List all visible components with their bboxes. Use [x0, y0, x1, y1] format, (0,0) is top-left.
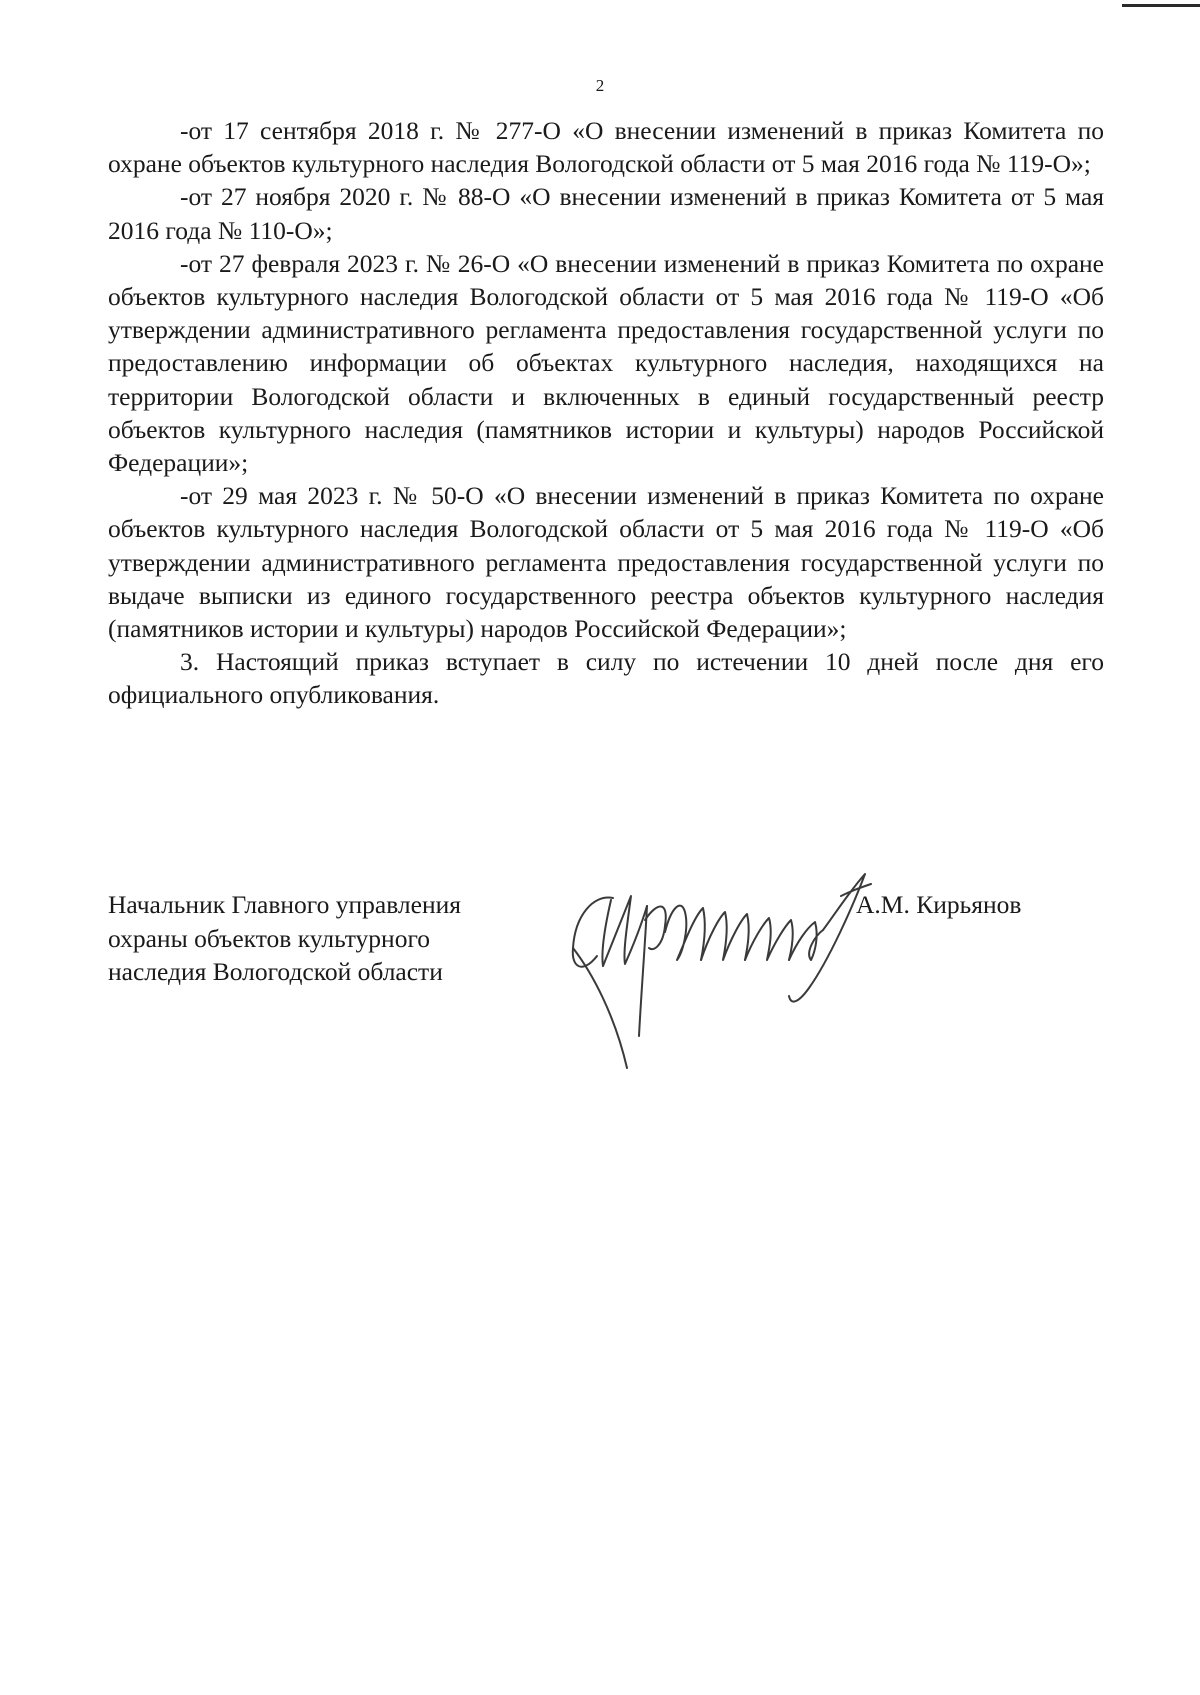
document-body [108, 114, 1104, 712]
signer-name: А.М. Кирьянов [856, 890, 1022, 919]
scan-edge-mark [1122, 4, 1200, 7]
handwritten-signature [553, 856, 893, 1086]
paragraph-amendment-feb-2023: -от 27 февраля 2023 г. № 26-О «О внесении изменений в приказ Комитета по охране объектов культурного наследия Вологодской области от 5 мая 2016 года № 119-О «Об утверждении административного регламента предоставления государственной услуги по предоставлению информации об объектах культурного наследия, находящихся на территории Вологодской области и включенных в единый государственный реестр объектов культурного наследия (памятников истории и культуры) народов Российской Федерации»; [108, 248, 1104, 478]
signer-position [108, 888, 461, 989]
signer-position-line: охраны объектов культурного [108, 923, 431, 953]
paragraph-effective-date: 3. Настоящий приказ вступает в силу по истечении 10 дней после дня его официального опубликования. [108, 647, 1104, 710]
signer-position-line: наследия Вологодской области [108, 957, 443, 986]
paragraph-amendment-2018: -от 17 сентября 2018 г. № 277-О «О внесении изменений в приказ Комитета по охране объектов культурного наследия Вологодской области от 5 мая 2016 года № 119-О»; [108, 116, 1104, 179]
signer-position-line: Начальник Главного управления [108, 890, 461, 919]
paragraph-amendment-2020: -от 27 ноября 2020 г. № 88-О «О внесении изменений в приказ Комитета от 5 мая 2016 года № 110-О»; [108, 182, 1104, 245]
page-number: 2 [595, 76, 605, 95]
signature-block [108, 888, 1108, 1088]
paragraph-amendment-may-2023: -от 29 мая 2023 г. № 50-О «О внесении изменений в приказ Комитета по охране объектов культурного наследия Вологодской области от 5 мая 2016 года № 119-О «Об утверждении административного регламента предоставления государственной услуги по выдаче выписки из единого государственного реестра объектов культурного наследия (памятников истории и культуры) народов Российской Федерации»; [108, 481, 1104, 644]
